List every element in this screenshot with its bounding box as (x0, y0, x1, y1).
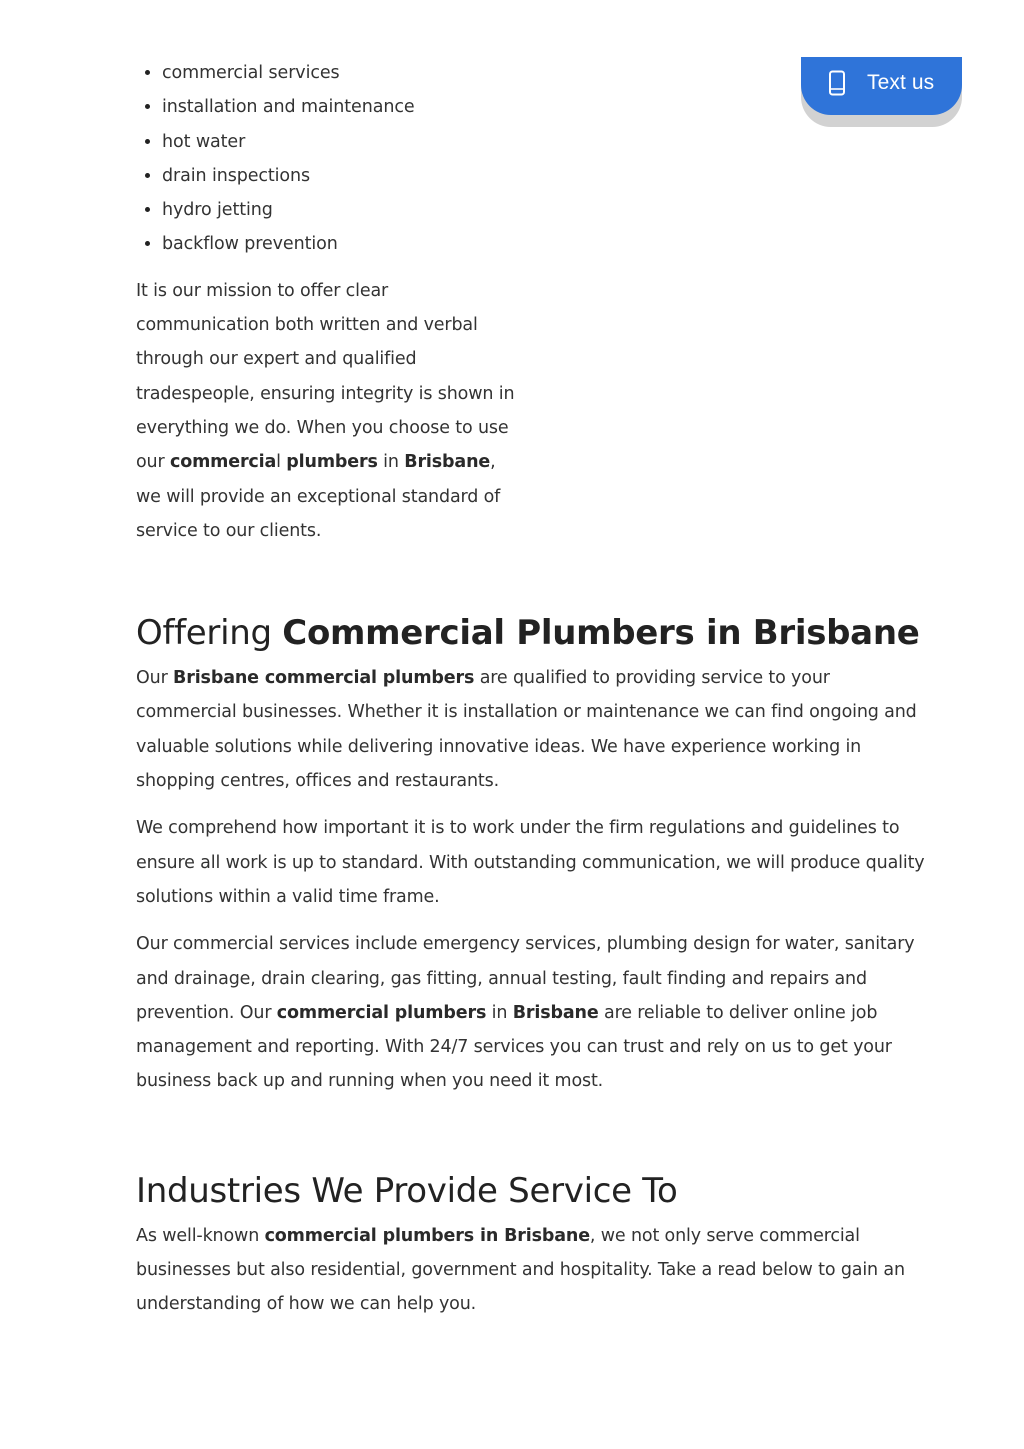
mission-bold-brisbane: Brisbane (404, 452, 491, 473)
mission-text: in (377, 452, 405, 473)
paragraph-text: are qualified to providing service to your commercial businesses. Whether it is installation or maintenance we can find ongoing and valuable solutions while delivering innovative ideas. We have experience working in shopping centres, offices and restaurants. (136, 668, 917, 792)
list-item: • hydro jetting (162, 193, 926, 227)
list-item: • commercial services (162, 56, 926, 90)
heading-bold-text: Commercial Plumbers in Brisbane (282, 613, 920, 654)
mission-text: , we will provide an exceptional standard of service to our clients. (136, 452, 501, 541)
mission-text: It is our mission to offer clear communication both written and verbal through our expert and qualified tradespeople, ensuring integrity is shown in everything we do. When you choose to use our (136, 280, 515, 473)
heading-light-text: Offering (136, 613, 283, 654)
text-us-label: Text us (867, 71, 935, 94)
mission-text: l (276, 452, 287, 473)
main-content (136, 56, 926, 1322)
offering-paragraph-1 (136, 661, 926, 798)
offering-paragraph-2: We comprehend how important it is to work under the firm regulations and guidelines to ensure all work is up to standard. With outstanding communication, we will produce quality solutions within a valid time frame. (136, 818, 925, 907)
list-item: • backflow prevention (162, 227, 926, 261)
list-item: • drain inspections (162, 159, 926, 193)
mission-bold-commercial: commercia (169, 452, 277, 473)
paragraph-bold: commercial plumbers in Brisbane (264, 1225, 590, 1246)
list-item: • hot water (162, 125, 926, 159)
paragraph-bold: Brisbane (512, 1002, 599, 1023)
paragraph-text: are reliable to deliver online job management and reporting. With 24/7 services you can trust and rely on us to get your business back up and running when you need it most. (136, 1002, 892, 1092)
section-heading-offering (136, 611, 926, 655)
services-list (136, 56, 926, 262)
paragraph-text: As well-known (136, 1225, 265, 1246)
industries-paragraph (136, 1219, 926, 1322)
paragraph-bold: Brisbane commercial plumbers (173, 668, 475, 689)
paragraph-text: Our (136, 668, 174, 689)
offering-paragraph-3 (136, 927, 926, 1098)
list-item: • installation and maintenance (162, 90, 926, 124)
mission-bold-plumbers: plumbers (286, 452, 378, 473)
mission-paragraph (136, 274, 520, 548)
paragraph-text: Our commercial services include emergency services, plumbing design for water, sanitary and drainage, drain clearing, gas fitting, annual testing, fault finding and repairs and prevention. Our (136, 934, 915, 1023)
paragraph-text: in (486, 1002, 513, 1023)
paragraph-text: , we not only serve commercial businesses but also residential, government and hospitality. Take a read below to gain an understanding of how we can help you. (136, 1225, 905, 1315)
section-heading-industries: Industries We Provide Service To (136, 1170, 678, 1211)
paragraph-bold: commercial plumbers (276, 1002, 487, 1023)
